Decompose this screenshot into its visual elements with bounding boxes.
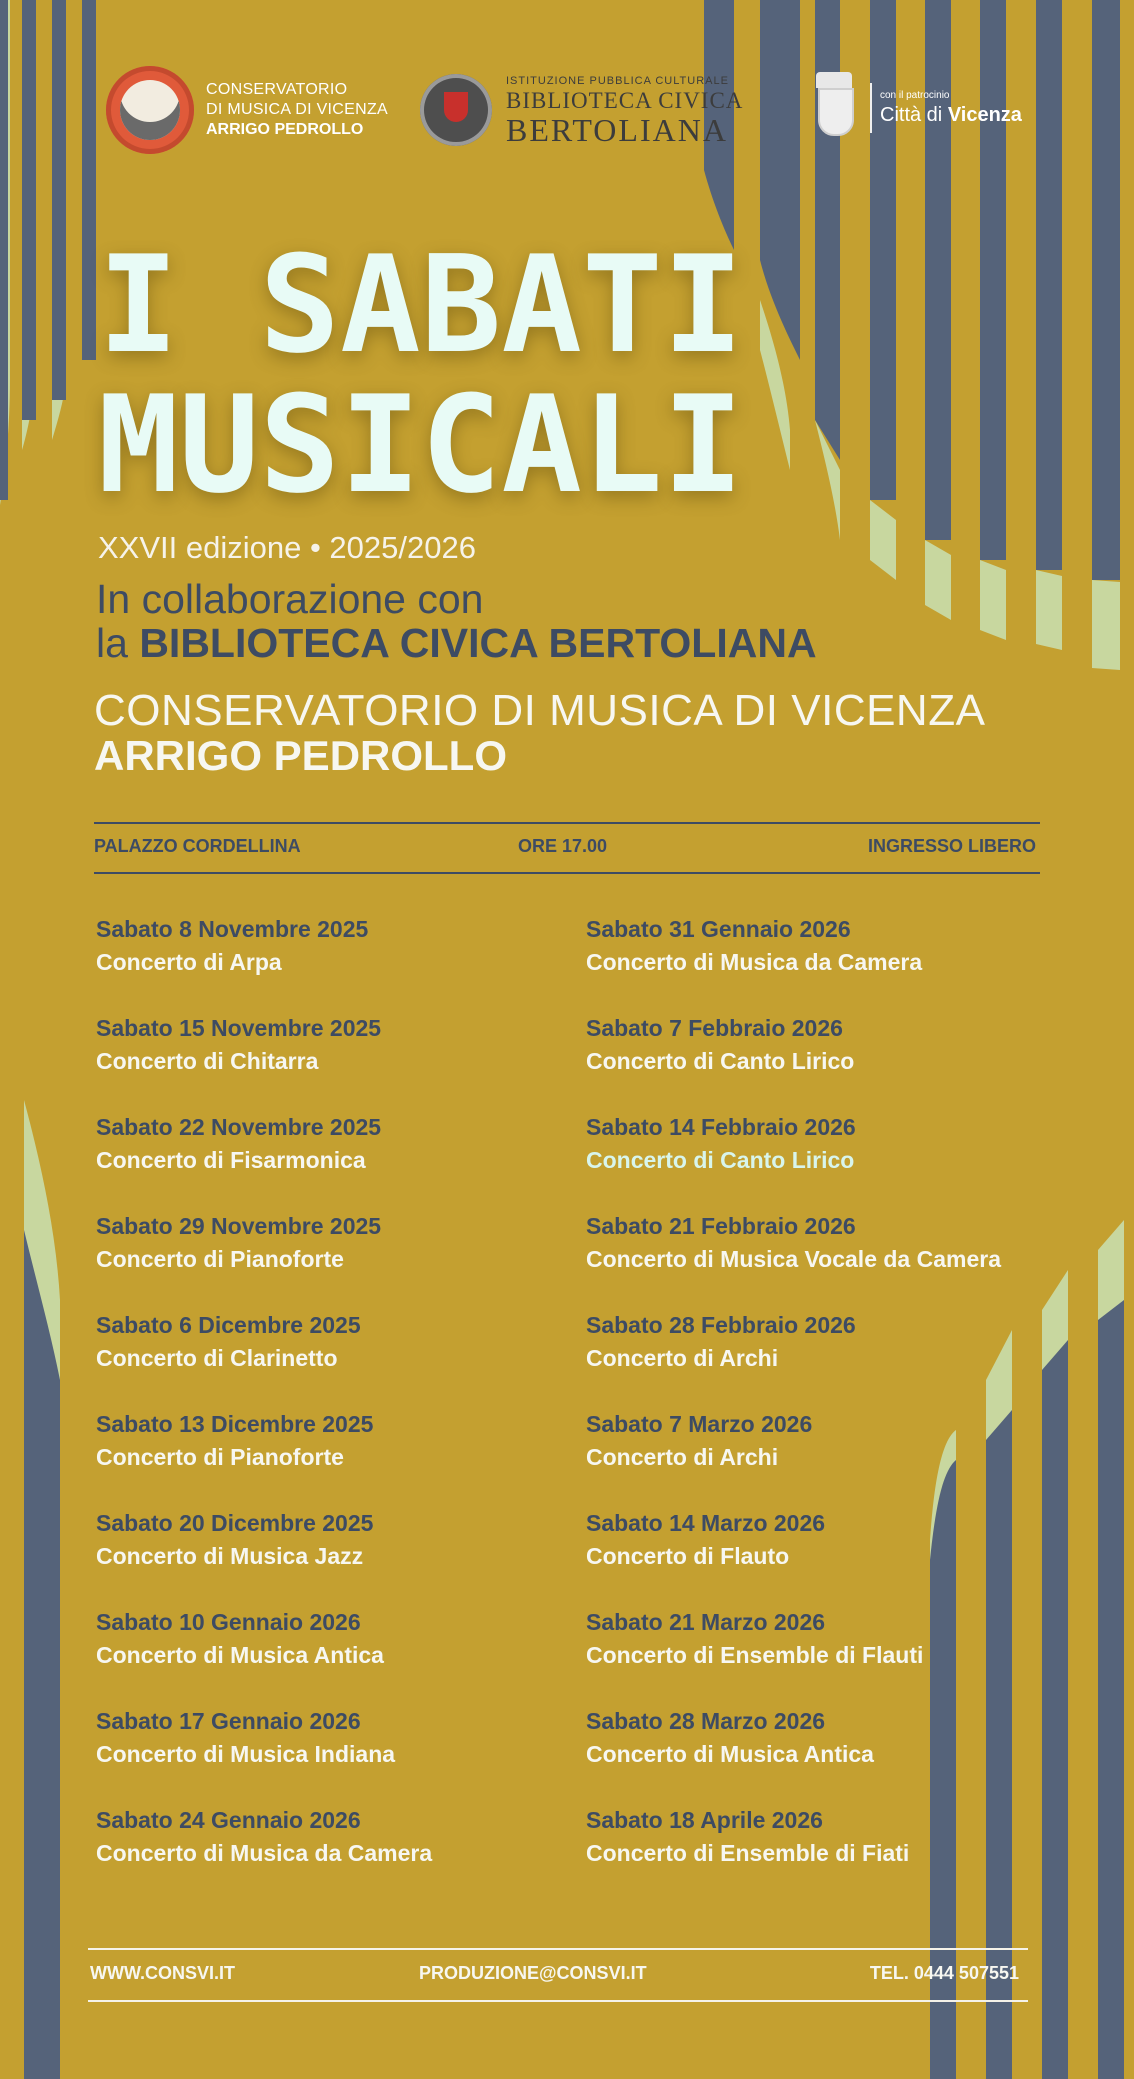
event-date: Sabato 6 Dicembre 2025 [96,1312,361,1338]
venue-label: PALAZZO CORDELLINA [94,836,301,856]
collaboration-line1: In collaborazione con [96,576,484,622]
event-title: Concerto di Chitarra [96,1048,319,1074]
list-item [96,1012,596,1078]
list-item [586,913,1086,979]
list-item [586,1210,1086,1276]
conservatorio-logo-line2: DI MUSICA DI VICENZA [206,101,389,118]
event-title: Concerto di Musica Antica [586,1741,874,1767]
list-item [586,1507,1086,1573]
biblioteca-logo-line2: BIBLIOTECA CIVICA [506,88,744,113]
list-item [96,913,596,979]
vicenza-logo-line2 [880,103,1022,127]
vicenza-logo-text [880,89,1022,127]
event-date: Sabato 10 Gennaio 2026 [96,1609,361,1635]
list-item [586,1111,1086,1177]
event-title: Concerto di Musica da Camera [96,1840,433,1866]
biblioteca-logo-text [506,74,743,146]
list-item [586,1606,1086,1672]
email-link[interactable]: PRODUZIONE@CONSVI.IT [419,1963,647,1983]
conservatorio-logo-line3: ARRIGO PEDROLLO [206,121,364,138]
collaboration-prefix: la [96,620,140,666]
list-item [96,1804,596,1870]
event-date: Sabato 22 Novembre 2025 [96,1114,382,1140]
event-title: Concerto di Musica Indiana [96,1741,396,1767]
event-date: Sabato 31 Gennaio 2026 [586,916,851,942]
event-date: Sabato 24 Gennaio 2026 [96,1807,361,1833]
footer-rule-top [88,1948,1028,1950]
conservatorio-seal-icon [106,66,194,154]
info-rule-top [94,822,1040,824]
event-title: Concerto di Pianoforte [96,1444,344,1470]
conservatorio-logo-line1: CONSERVATORIO [206,81,348,98]
event-date: Sabato 18 Aprile 2026 [586,1807,823,1833]
list-item [586,1012,1086,1078]
page-title-line2: MUSICALI [98,367,744,523]
event-date: Sabato 20 Dicembre 2025 [96,1510,374,1536]
list-item [96,1606,596,1672]
collaboration-line2 [96,620,817,667]
list-item [586,1309,1086,1375]
event-date: Sabato 8 Novembre 2025 [96,916,369,942]
info-rule-bottom [94,872,1040,874]
event-title: Concerto di Musica Vocale da Camera [586,1246,1001,1272]
conservatorio-logo [106,66,388,154]
page-title-line1: I SABATI [98,227,744,383]
event-title: Concerto di Musica da Camera [586,949,923,975]
list-item [586,1408,1086,1474]
event-title: Concerto di Clarinetto [96,1345,338,1371]
event-date: Sabato 14 Febbraio 2026 [586,1114,856,1140]
event-title: Concerto di Fisarmonica [96,1147,366,1173]
event-date: Sabato 28 Marzo 2026 [586,1708,826,1734]
event-title: Concerto di Arpa [96,949,282,975]
event-date: Sabato 7 Febbraio 2026 [586,1015,843,1041]
entry-label: INGRESSO LIBERO [867,836,1036,856]
vicenza-logo-line2-a: Città di [880,104,948,126]
event-date: Sabato 14 Marzo 2026 [586,1510,826,1536]
event-date: Sabato 21 Marzo 2026 [586,1609,826,1635]
conservatorio-name: CONSERVATORIO DI MUSICA DI VICENZA [94,686,986,735]
edition-label: XXVII edizione • 2025/2026 [98,530,476,565]
conservatorio-subname: ARRIGO PEDROLLO [94,732,508,779]
vicenza-logo-divider [870,83,872,133]
event-date: Sabato 15 Novembre 2025 [96,1015,382,1041]
collaboration-partner: BIBLIOTECA CIVICA BERTOLIANA [139,620,817,666]
list-item [586,1804,1086,1870]
list-item [96,1408,596,1474]
event-date: Sabato 7 Marzo 2026 [586,1411,813,1437]
event-title: Concerto di Canto Lirico [586,1048,855,1074]
vicenza-logo-line2-b: Vicenza [947,104,1022,126]
event-date: Sabato 13 Dicembre 2025 [96,1411,374,1437]
website-link[interactable]: WWW.CONSVI.IT [90,1963,235,1983]
conservatorio-logo-text [206,80,388,140]
list-item [96,1507,596,1573]
list-item [96,1705,596,1771]
event-title: Concerto di Ensemble di Flauti [586,1642,924,1668]
event-title: Concerto di Archi [586,1444,779,1470]
event-title: Concerto di Musica Jazz [96,1543,364,1569]
vicenza-crest-icon [804,68,864,148]
event-title: Concerto di Pianoforte [96,1246,344,1272]
event-title: Concerto di Ensemble di Fiati [586,1840,910,1866]
phone-label: TEL. 0444 507551 [869,1963,1019,1983]
time-label: ORE 17.00 [518,836,608,856]
biblioteca-logo-line1: ISTITUZIONE PUBBLICA CULTURALE [506,75,729,87]
list-item [96,1309,596,1375]
footer-rule-bottom [88,2000,1028,2002]
vicenza-logo-line1: con il patrocinio [880,90,950,101]
event-title: Concerto di Archi [586,1345,779,1371]
event-title: Concerto di Flauto [586,1543,790,1569]
list-item [96,1111,596,1177]
event-date: Sabato 21 Febbraio 2026 [586,1213,856,1239]
list-item [586,1705,1086,1771]
event-title: Concerto di Canto Lirico [586,1147,855,1173]
biblioteca-logo-line3: BERTOLIANA [506,112,728,148]
list-item [96,1210,596,1276]
event-date: Sabato 17 Gennaio 2026 [96,1708,361,1734]
biblioteca-seal-icon [420,74,492,146]
event-date: Sabato 28 Febbraio 2026 [586,1312,856,1338]
biblioteca-logo [420,74,743,146]
event-title: Concerto di Musica Antica [96,1642,384,1668]
vicenza-logo [804,68,1022,148]
event-date: Sabato 29 Novembre 2025 [96,1213,382,1239]
